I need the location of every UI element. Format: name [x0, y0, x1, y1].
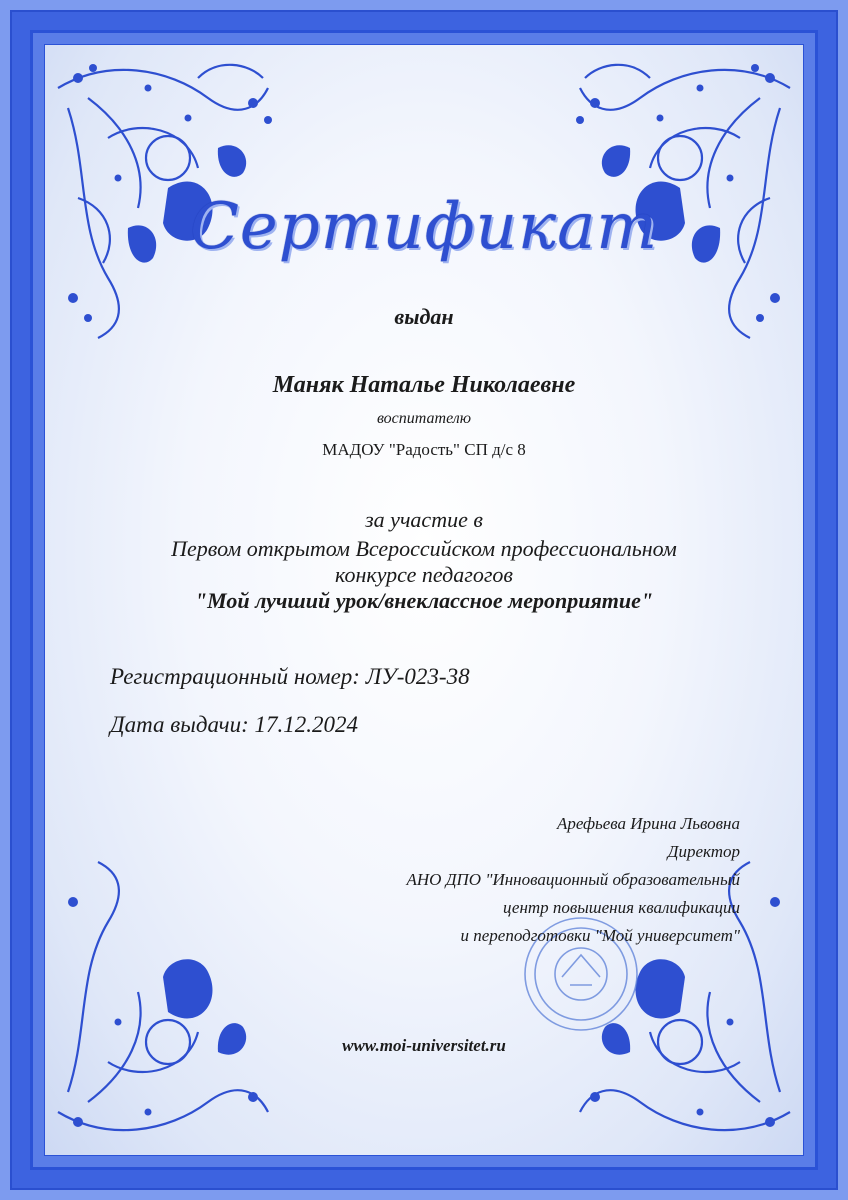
issue-date: Дата выдачи: 17.12.2024	[110, 712, 359, 737]
recipient-name: Маняк Наталье Николаевне	[272, 372, 576, 398]
signatory-title: Директор	[667, 842, 740, 861]
certificate-title: Сертификат	[189, 190, 659, 264]
signatory-org-line-1: АНО ДПО "Инновационный образовательный	[406, 870, 740, 889]
signatory-org-line-2: центр повышения квалификации	[502, 898, 740, 917]
contest-name: "Мой лучший урок/внеклассное мероприятие"	[194, 588, 654, 613]
contest-line-2: конкурсе педагогов	[335, 562, 513, 587]
participation-label: за участие в	[365, 507, 483, 532]
registration-number: Регистрационный номер: ЛУ-023-38	[110, 664, 470, 689]
contest-line-1: Первом открытом Всероссийском профессиональном	[171, 536, 677, 561]
ornament-bottom-left	[48, 852, 298, 1152]
signatory-org-line-3: и переподготовки "Мой университет"	[460, 926, 740, 945]
website-link[interactable]: www.moi-universitet.ru	[342, 1036, 506, 1055]
recipient-position: воспитателю	[376, 410, 472, 427]
signatory-name: Арефьева Ирина Львовна	[556, 814, 740, 833]
issued-label: выдан	[394, 304, 454, 329]
recipient-organization: МАДОУ "Радость" СП д/с 8	[322, 440, 526, 459]
